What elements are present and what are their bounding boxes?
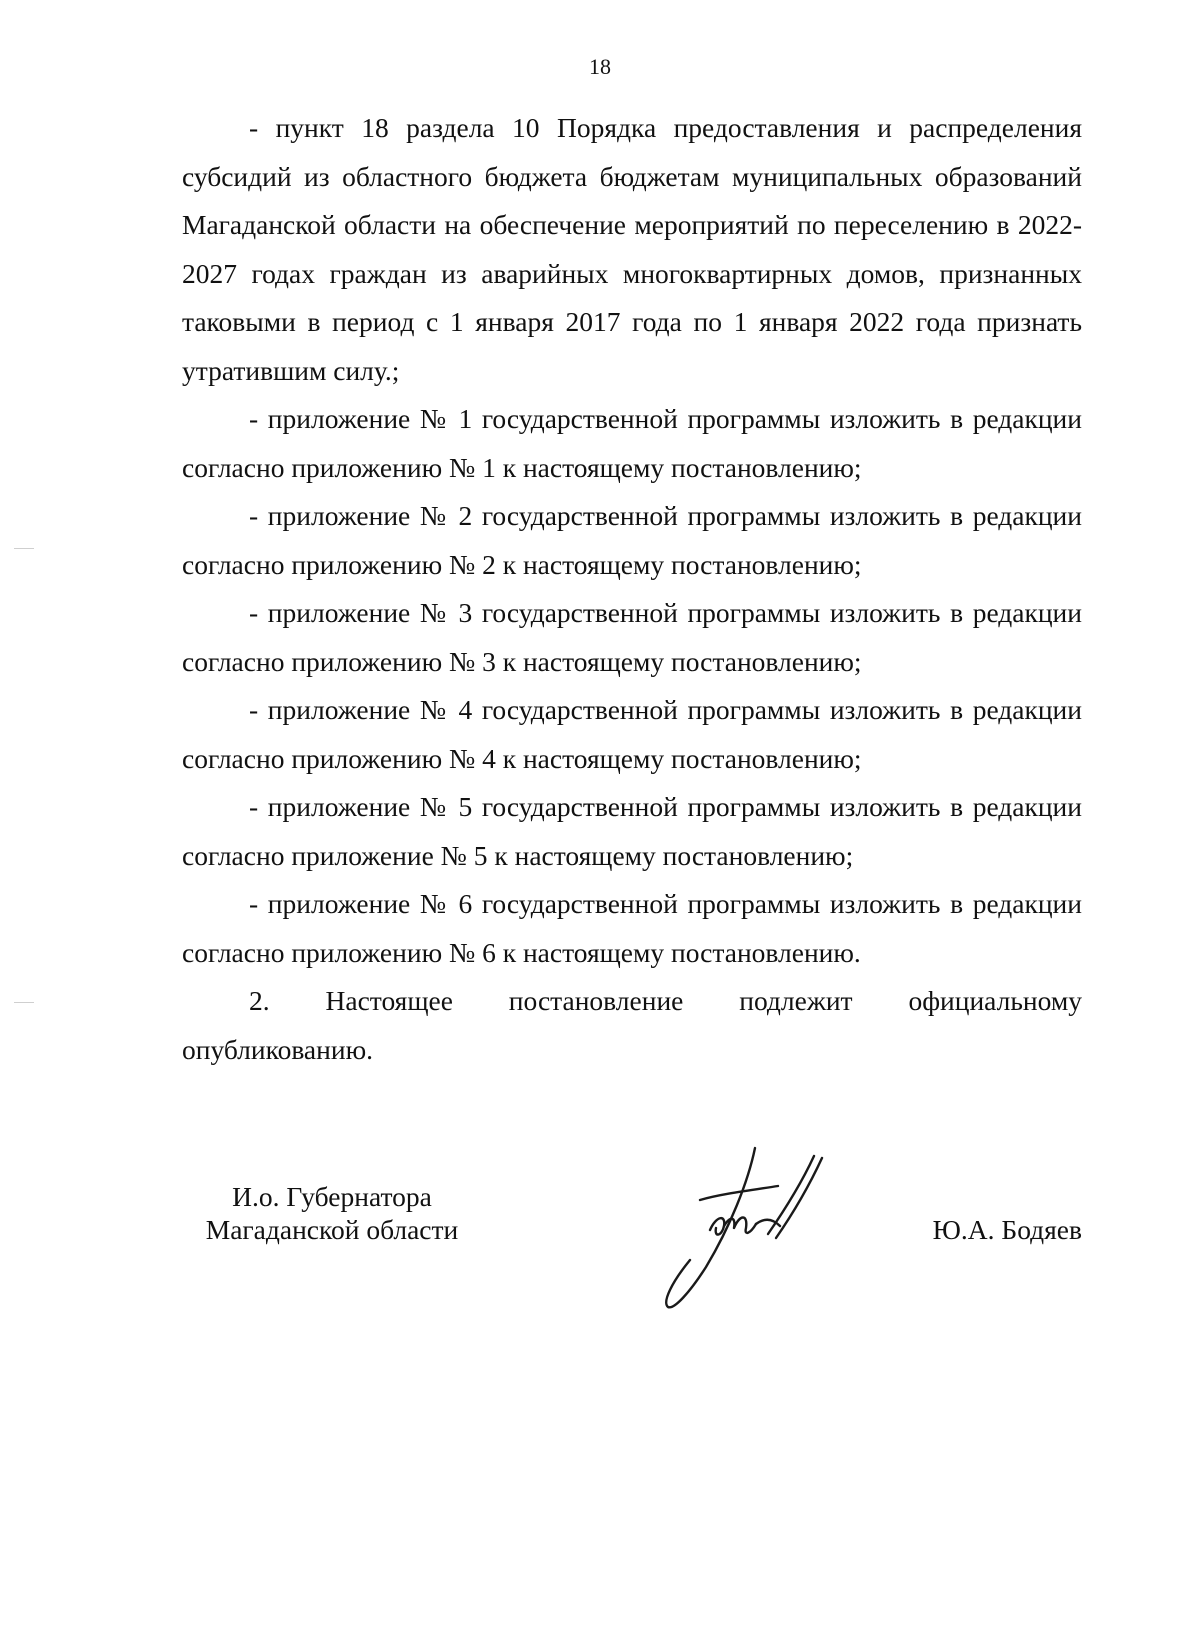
paragraph-repeal-clause: - пункт 18 раздела 10 Порядка предоставления и распределения субсидий из областного бюджета бюджетам муниципальных образований Магаданской области на обеспечение мероприятий по переселению в 2022-2027 годах граждан из аварийных многоквартирных домов, признанных таковыми в период с 1 января 2017 года по 1 января 2022 года признать утратившим силу.; xyxy=(182,112,1082,386)
signer-position xyxy=(182,1180,482,1246)
paragraph-appendix-5: - приложение № 5 государственной программы изложить в редакции согласно приложение № 5 к настоящему постановлению; xyxy=(182,791,1082,871)
signer-position-line-1: И.о. Губернатора xyxy=(232,1181,432,1212)
signer-position-line-2: Магаданской области xyxy=(205,1214,459,1245)
paragraph-publication: 2. Настоящее постановление подлежит официальному опубликованию. xyxy=(182,985,1082,1065)
page-number: 18 xyxy=(589,54,611,79)
document-body xyxy=(182,104,1082,1074)
handwritten-signature xyxy=(660,1142,835,1317)
paragraph-appendix-2: - приложение № 2 государственной программы изложить в редакции согласно приложению № 2 к настоящему постановлению; xyxy=(182,500,1082,580)
paragraph-appendix-3: - приложение № 3 государственной программы изложить в редакции согласно приложению № 3 к настоящему постановлению; xyxy=(182,597,1082,677)
signer-name: Ю.А. Бодяев xyxy=(932,1214,1082,1245)
scan-margin-mark xyxy=(14,548,34,549)
scan-margin-mark xyxy=(14,1002,34,1003)
paragraph-appendix-6: - приложение № 6 государственной программы изложить в редакции согласно приложению № 6 к настоящему постановлению. xyxy=(182,888,1082,968)
paragraph-appendix-4: - приложение № 4 государственной программы изложить в редакции согласно приложению № 4 к настоящему постановлению; xyxy=(182,694,1082,774)
signature-block xyxy=(182,1180,1082,1320)
paragraph-appendix-1: - приложение № 1 государственной программы изложить в редакции согласно приложению № 1 к настоящему постановлению; xyxy=(182,403,1082,483)
